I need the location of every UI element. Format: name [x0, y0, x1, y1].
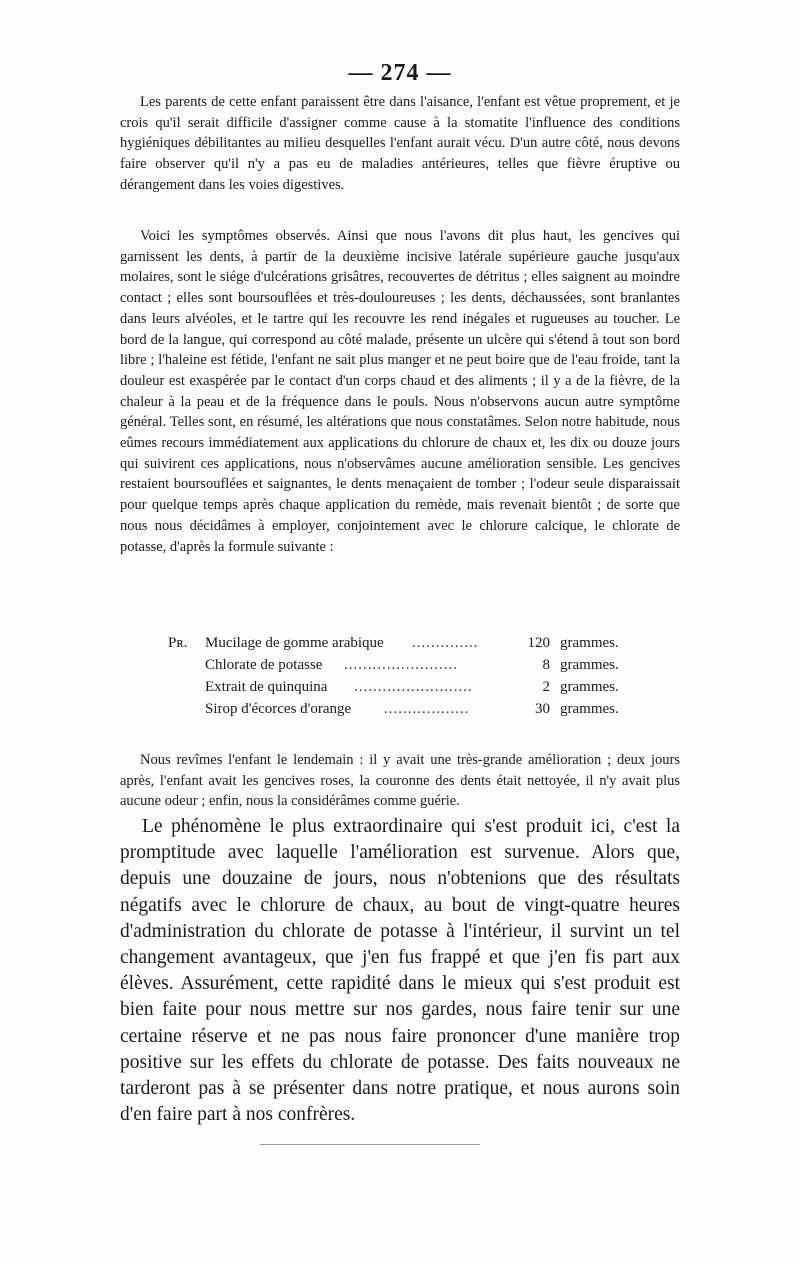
paragraph-conclusion	[120, 814, 680, 1128]
paragraph-outcome	[120, 750, 680, 812]
leader-dots: .........................	[354, 679, 473, 695]
ingredient-quantity: 2	[542, 679, 550, 695]
paragraph-text: Les parents de cette enfant paraissent être dans l'aisance, l'enfant est vêtue proprement, et je crois qu'il serait difficile d'assigner comme cause à la stomatite l'influence des conditions hygiéniques débilitantes au milieu desquelles l'enfant aurait vécu. D'un autre côté, nous devons faire observer qu'il n'y a pas eu de maladies antérieures, telles que fièvre éruptive ou dérangement dans les voies digestives.	[120, 94, 680, 193]
paragraph-symptoms	[120, 226, 680, 557]
ingredient-name: Chlorate de potasse	[205, 657, 323, 673]
ingredient-quantity: 30	[535, 701, 550, 717]
ingredient-unit: grammes.	[560, 701, 619, 717]
ingredient-quantity: 8	[542, 657, 550, 673]
ingredient-name: Sirop d'écorces d'orange	[205, 701, 352, 717]
leader-dots: ........................	[344, 657, 458, 673]
leader-dots: ..................	[384, 701, 470, 717]
paragraph-family-context	[120, 92, 680, 196]
ingredient-unit: grammes.	[560, 657, 619, 673]
leader-dots: ..............	[412, 635, 479, 651]
paragraph-text: Nous revîmes l'enfant le lendemain : il y avait une très-grande amélioration ; deux jours après, l'enfant avait les gencives roses, la couronne des dents était nettoyée, il n'y avait plus aucune odeur ; enfin, nous la considérâmes comme guérie.	[120, 752, 680, 810]
page-number: — 274 —	[348, 60, 452, 86]
ingredient-name: Mucilage de gomme arabique	[205, 635, 384, 651]
ingredient-quantity: 120	[527, 635, 550, 651]
closing-rule	[260, 1144, 480, 1145]
ingredient-name: Extrait de quinquina	[205, 679, 328, 695]
recipe-prefix: Pʀ.	[168, 635, 188, 651]
ingredient-unit: grammes.	[560, 635, 619, 651]
paragraph-text: Voici les symptômes observés. Ainsi que nous l'avons dit plus haut, les gencives qui garnissent les dents, à partir de la deuxième incisive latérale supérieure gauche jusqu'aux molaires, sont le siége d'ulcérations grisâtres, recouvertes de détritus ; elles saignent au moindre contact ; elles sont boursouflées et très-douloureuses ; les dents, déchaussées, sont branlantes dans leurs alvéoles, et le tartre qui les recouvre les rend inégales et rugueuses au toucher. Le bord de la langue, qui correspond au côté malade, présente un ulcère qui s'étend à tout son bord libre ; l'haleine est fétide, l'enfant ne sait plus manger et ne peut boire que de l'eau froide, tant la douleur est exaspérée par le contact d'un corps chaud et des aliments ; il y a de la fièvre, de la chaleur à la peau et de la fréquence dans le pouls. Nous n'observons aucun autre symptôme général. Telles sont, en résumé, les altérations que nous constatâmes. Selon notre habitude, nous eûmes recours immédiatement aux applications du chlorure de chaux et, les dix ou douze jours qui suivirent ces applications, nous n'observâmes aucune amélioration sensible. Les gencives restaient boursouflées et saignantes, le dents menaçaient de tomber ; l'odeur seule disparaissait pour quelque temps après chaque application du remède, mais revenait bientôt ; de sorte que nous nous décidâmes à employer, conjointement avec le chlorure calcique, le chlorate de potasse, d'après la formule suivante :	[120, 228, 680, 555]
paragraph-text: Le phénomène le plus extraordinaire qui s'est produit ici, c'est la promptitude avec laquelle l'amélioration est survenue. Alors que, depuis une douzaine de jours, nous n'obtenions que des résultats négatifs avec le chlorure de chaux, au bout de vingt-quatre heures d'administration du chlorate de potasse à l'intérieur, il survint un tel changement avantageux, que j'en fus frappé et que j'en fis part aux élèves. Assurément, cette rapidité dans le mieux qui s'est produit est bien faite pour nous mettre sur nos gardes, nous faire tenir sur une certaine réserve et ne pas nous faire prononcer d'une manière trop positive sur les effets du chlorate de potasse. Des faits nouveaux ne tarderont pas à se présenter dans notre pratique, et nous aurons soin d'en faire part à nos confrères.	[120, 816, 680, 1126]
ingredient-unit: grammes.	[560, 679, 619, 695]
